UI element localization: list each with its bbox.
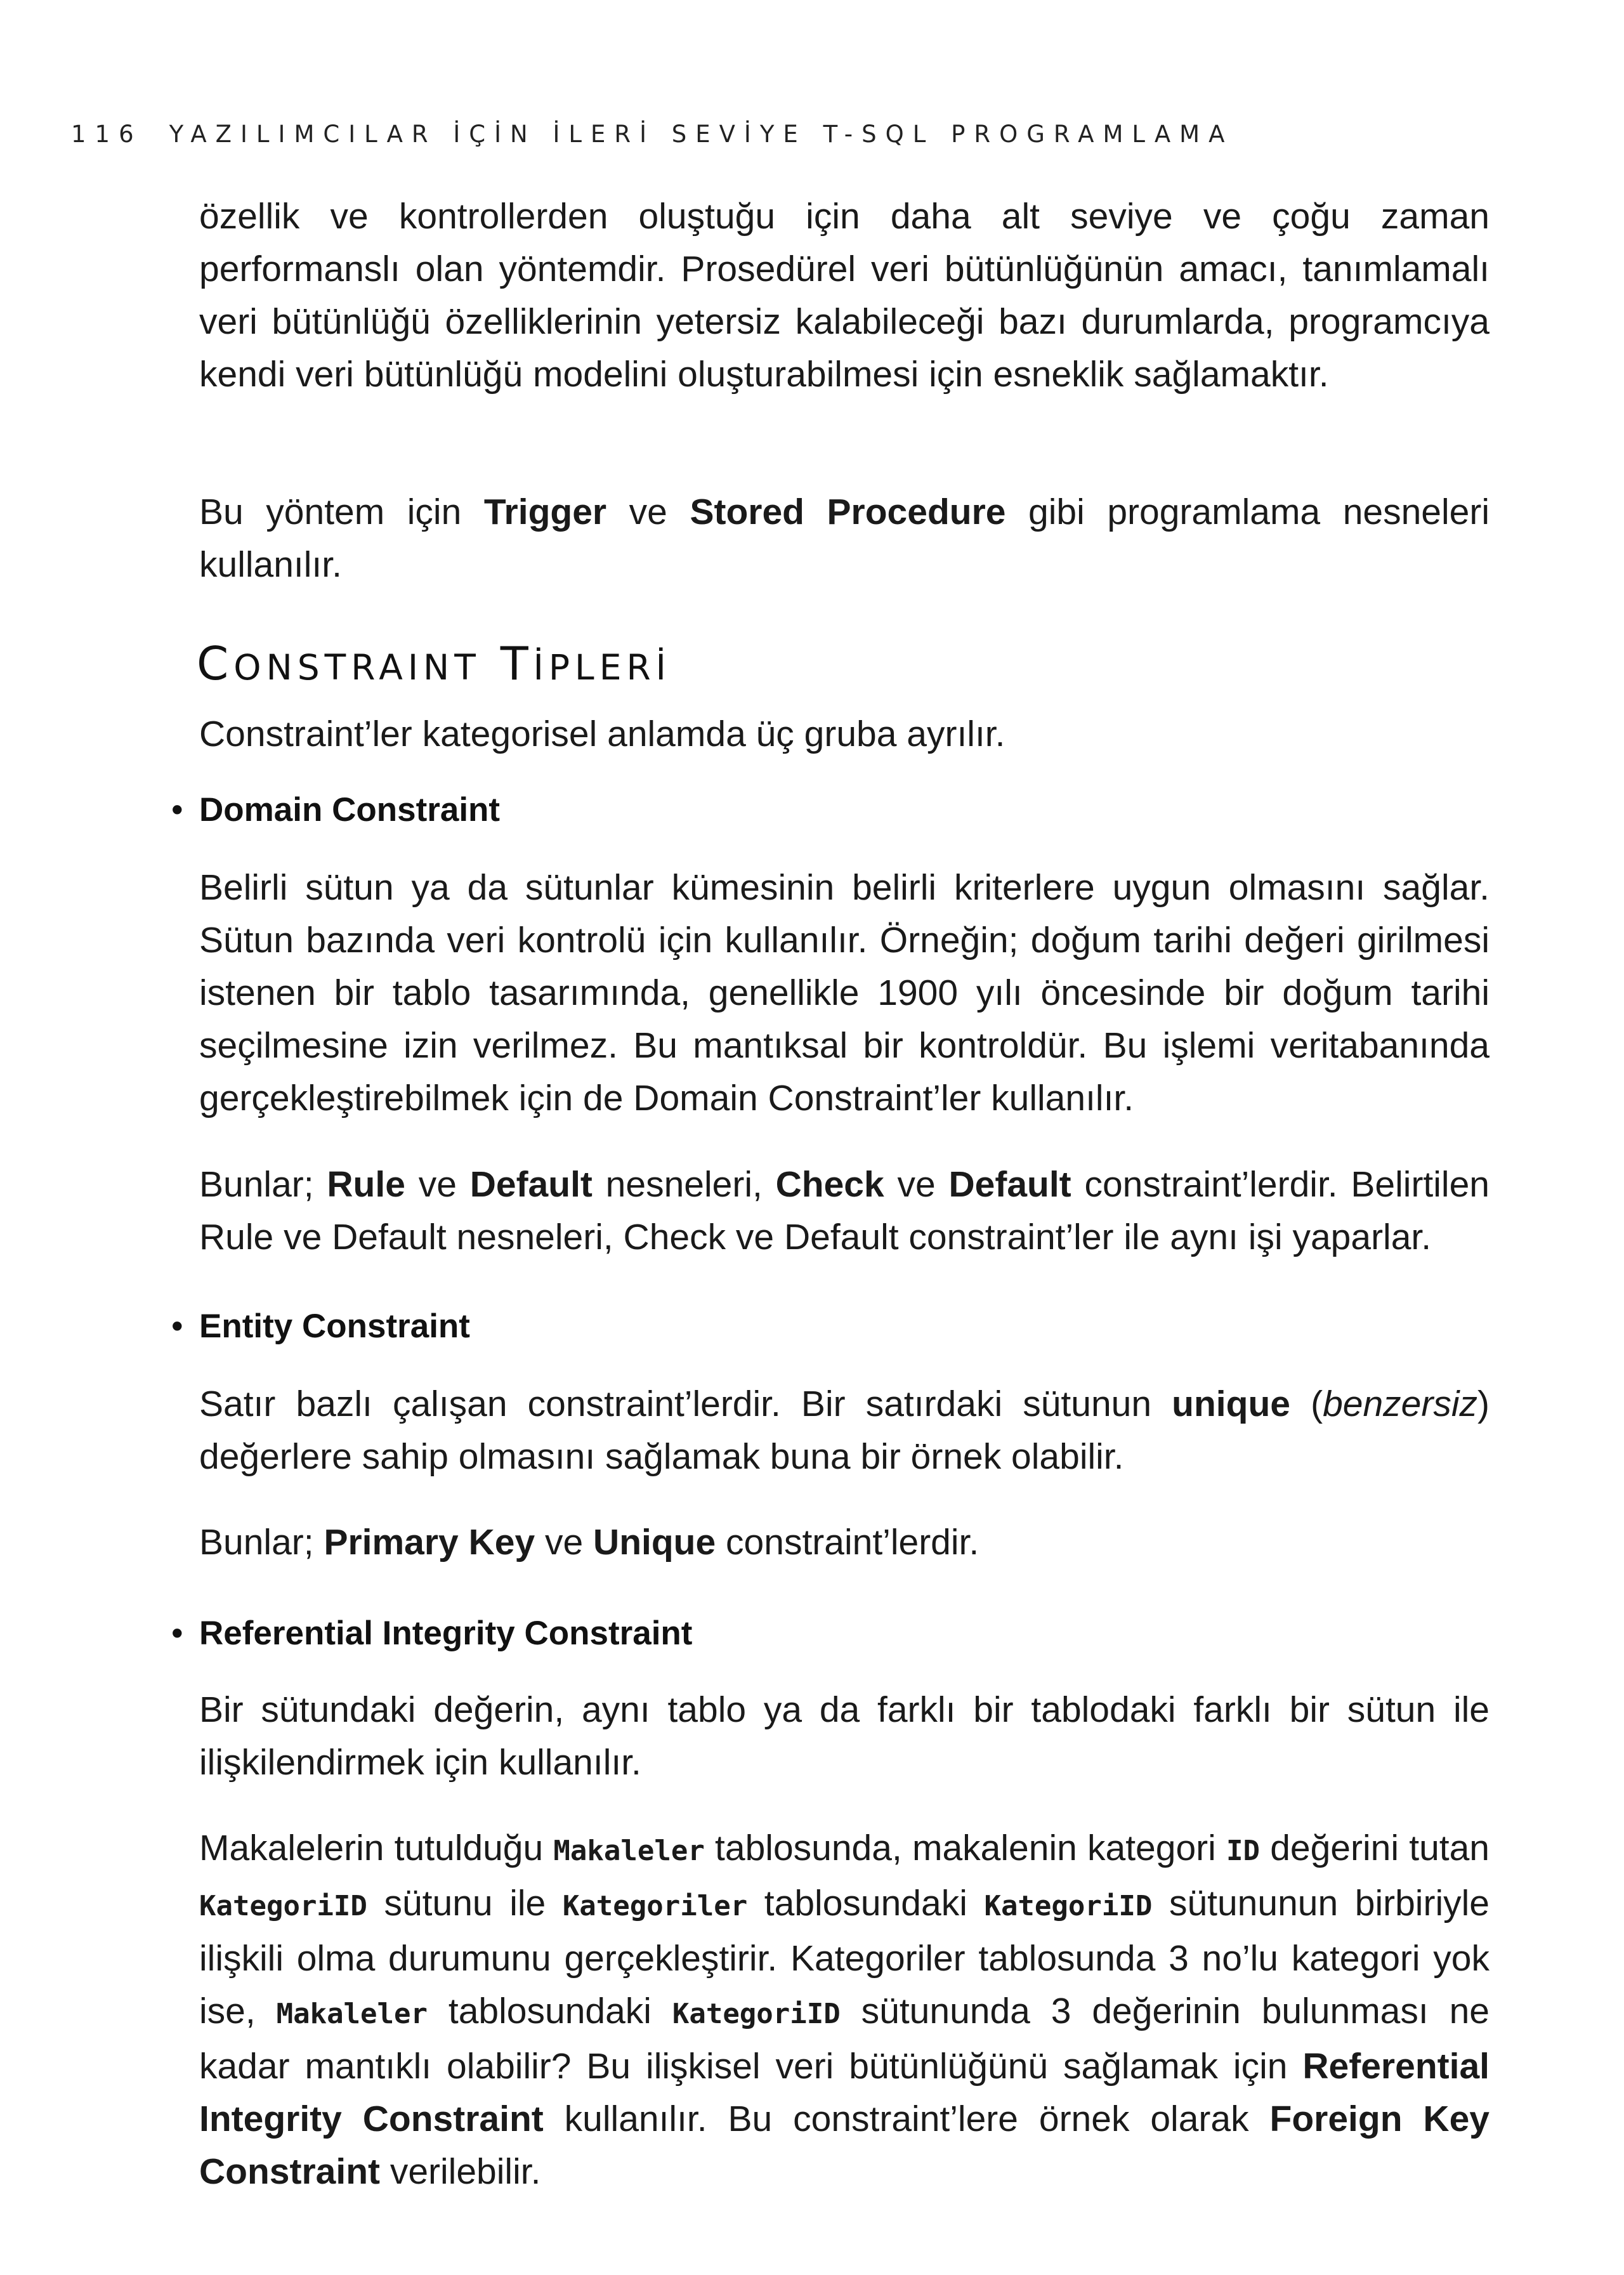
bullet-icon: •: [171, 1615, 183, 1652]
paragraph-entity-objects: [199, 1516, 1490, 1569]
paragraph-domain-description: [199, 862, 1490, 1125]
text-run: sütunu ile: [367, 1883, 563, 1924]
paragraph-text: özellik ve kontrollerden oluştuğu için daha alt seviye ve çoğu zaman performanslı olan yöntemdir. Prosedürel veri bütünlüğünün amacı, tanımlamalı veri bütünlüğü özelliklerinin yetersiz kalabileceği bazı durumlarda, programcıya kendi veri bütünlüğü modelini oluşturabilmesi için esneklik sağlamaktır.: [199, 196, 1490, 395]
section-heading: [197, 637, 671, 690]
bullet-heading-label: Domain Constraint: [199, 791, 501, 829]
text-run: sütununun birbiriyle ilişkili olma durumunu gerçekleştirir. Kategoriler tablosunda 3 no’lu kategori yok ise,: [199, 1883, 1490, 2031]
text-run: constraint’lerdir. Belirtilen Rule ve Default nesneleri, Check ve Default constraint’ler ile aynı işi yaparlar.: [199, 1164, 1490, 1257]
heading-smallcaps: İPLERİ: [533, 647, 671, 688]
heading-initial: C: [197, 637, 234, 690]
paragraph-text: [199, 1516, 1490, 1569]
text-run: constraint’lerdir.: [716, 1522, 979, 1563]
text-run: tablosundaki: [428, 1991, 672, 2031]
code-term: KategoriID: [984, 1890, 1153, 1922]
code-term: ID: [1226, 1835, 1260, 1867]
code-term: Makaleler: [553, 1835, 705, 1867]
bold-term: Referential Integrity Constraint: [199, 2046, 1490, 2139]
text-run: kullanılır. Bu constraint’lere örnek olarak: [543, 2099, 1270, 2139]
paragraph-text: Belirli sütun ya da sütunlar kümesinin belirli kriterlere uygun olmasını sağlar. Sütun bazında veri kontrolü için kullanılır. Örneğin; doğum tarihi değeri girilmesi istenen bir tablo tasarımında, genellikle 1900 yılı öncesinde bir doğum tarihi seçilmesine izin verilmez. Bu mantıksal bir kontroldür. Bu işlemi veritabanında gerçekleştirebilmek için de Domain Constraint’ler kullanılır.: [199, 867, 1490, 1118]
text-run: Bu yöntem için: [199, 492, 484, 532]
paragraph-text: [199, 1822, 1490, 2198]
text-run: değerini tutan: [1260, 1828, 1490, 1868]
italic-term: benzersiz: [1323, 1384, 1478, 1424]
section-intro: [199, 708, 1490, 761]
text-run: tablosundaki: [747, 1883, 985, 1924]
paragraph-domain-objects: [199, 1158, 1490, 1264]
text-run: Bunlar;: [199, 1164, 327, 1205]
book-title: YAZILIMCILAR İÇİN İLERİ SEVİYE T-SQL PROGRAMLAMA: [169, 121, 1234, 148]
heading-smallcaps: ONSTRAINT: [233, 647, 481, 688]
text-run: sütununda 3 değerinin bulunması ne kadar mantıklı olabilir? Bu ilişkisel veri bütünlüğünü sağlamak için: [199, 1991, 1490, 2087]
text-run: ve: [884, 1164, 949, 1205]
paragraph-entity-description: [199, 1378, 1490, 1483]
text-run: gibi programlama nesneleri kullanılır.: [199, 492, 1490, 585]
bold-term: Rule: [327, 1164, 405, 1205]
text-run: Bunlar;: [199, 1522, 324, 1563]
text-run: tablosunda, makalenin kategori: [704, 1828, 1227, 1868]
bold-term: Foreign Key Constraint: [199, 2099, 1490, 2192]
bold-term: Stored Procedure: [690, 492, 1006, 532]
bullet-heading-label: Referential Integrity Constraint: [199, 1615, 693, 1652]
page-number: 116: [71, 121, 143, 148]
text-run: Makalelerin tutulduğu: [199, 1828, 554, 1868]
text-run: ) değerlere sahip olmasını sağlamak buna bir örnek olabilir.: [199, 1384, 1490, 1477]
text-run: nesneleri,: [592, 1164, 776, 1205]
text-run: Satır bazlı çalışan constraint’lerdir. Bir satırdaki sütunun: [199, 1384, 1172, 1424]
text-run: ve: [535, 1522, 594, 1563]
bullet-icon: •: [171, 791, 183, 829]
paragraph-text: [199, 1158, 1490, 1264]
running-header: [71, 121, 1233, 148]
code-term: KategoriID: [199, 1890, 367, 1922]
heading-initial: T: [500, 637, 534, 690]
paragraph-text: Constraint’ler kategorisel anlamda üç gruba ayrılır.: [199, 714, 1005, 754]
text-run: (: [1290, 1384, 1323, 1424]
code-term: KategoriID: [672, 1998, 841, 2030]
bullet-heading-label: Entity Constraint: [199, 1308, 470, 1345]
paragraph-methods: [199, 486, 1490, 591]
code-term: Makaleler: [276, 1998, 428, 2030]
bullet-heading-entity: [171, 1307, 470, 1346]
text-run: verilebilir.: [380, 2151, 541, 2192]
bold-term: Default: [948, 1164, 1071, 1205]
bullet-heading-referential: [171, 1614, 692, 1653]
code-term: Kategoriler: [562, 1890, 748, 1922]
paragraph-referential-description: [199, 1684, 1490, 1789]
paragraph-referential-example: [199, 1822, 1490, 2198]
bold-term: Primary Key: [324, 1522, 535, 1563]
bold-term: Check: [775, 1164, 884, 1205]
text-run: ve: [405, 1164, 470, 1205]
bullet-icon: •: [171, 1308, 183, 1345]
paragraph-text: [199, 1378, 1490, 1483]
paragraph-text: [199, 486, 1490, 591]
paragraph-procedural: [199, 190, 1490, 401]
text-run: ve: [606, 492, 690, 532]
bold-term: Trigger: [483, 492, 607, 532]
paragraph-text: Bir sütundaki değerin, aynı tablo ya da farklı bir tablodaki farklı bir sütun ile ilişkilendirmek için kullanılır.: [199, 1689, 1490, 1783]
bold-term: unique: [1172, 1384, 1290, 1424]
bullet-heading-domain: [171, 790, 500, 829]
bold-term: Unique: [593, 1522, 716, 1563]
bold-term: Default: [469, 1164, 593, 1205]
